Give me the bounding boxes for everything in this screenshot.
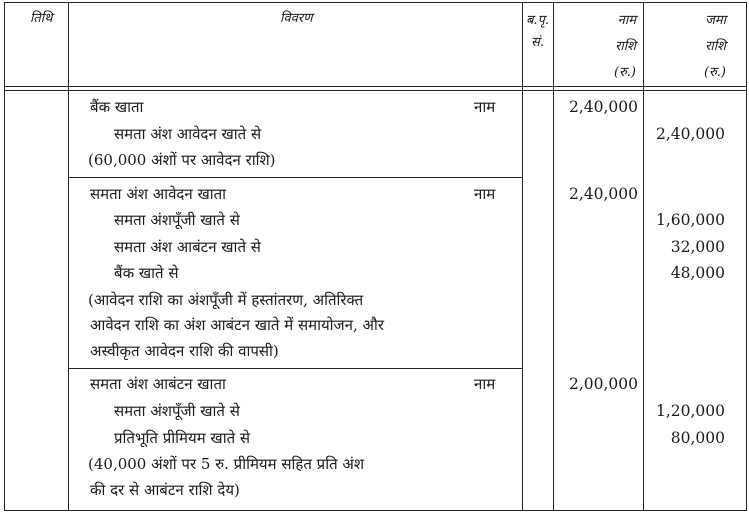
- entry1-narration-line1: (60,000 अंशों पर आवेदन राशि): [88, 151, 276, 169]
- header-credit-line2: राशि: [705, 39, 726, 54]
- entry3-credit1-account: समता अंशपूँजी खाते से: [114, 402, 240, 420]
- entry2-credit3-account: बैंक खाते से: [114, 264, 179, 282]
- entry2-narration-line3: अस्वीकृत आवेदन राशि की वापसी): [90, 342, 279, 360]
- lf-column-divider: [553, 2, 554, 511]
- entry2-credit1-amount: 1,60,000: [655, 211, 725, 229]
- particulars-column-divider: [522, 2, 523, 511]
- date-column-divider: [68, 2, 69, 511]
- entry2-debit-amount: 2,40,000: [568, 185, 638, 203]
- entry3-narration-line2: की दर से आबंटन राशि देय): [90, 481, 240, 499]
- entry-separator-1: [68, 177, 522, 178]
- entry1-dr-label: नाम: [474, 98, 496, 116]
- table-bottom-border: [4, 510, 747, 511]
- header-date: तिथि: [30, 11, 53, 26]
- header-particulars: विवरण: [280, 11, 313, 26]
- entry2-credit1-account: समता अंशपूँजी खाते से: [114, 211, 240, 229]
- entry2-credit3-amount: 48,000: [670, 264, 725, 282]
- header-lf-line2: सं.: [531, 35, 544, 50]
- entry3-credit2-amount: 80,000: [670, 429, 725, 447]
- entry2-narration-line1: (आवेदन राशि का अंशपूँजी में हस्तांतरण, अतिरिक्त: [88, 291, 364, 309]
- entry2-credit2-amount: 32,000: [670, 238, 725, 256]
- debit-column-divider: [643, 2, 644, 511]
- entry1-credit1-amount: 2,40,000: [655, 125, 725, 143]
- entry2-credit2-account: समता अंश आबंटन खाते से: [114, 238, 261, 256]
- entry1-credit1-account: समता अंश आवेदन खाते से: [114, 125, 262, 143]
- entry3-narration-line1: (40,000 अंशों पर 5 रु. प्रीमियम सहित प्रति अंश: [88, 455, 365, 473]
- table-right-border: [746, 2, 747, 511]
- entry2-dr-label: नाम: [474, 185, 496, 203]
- header-lf-line1: ब.पृ.: [525, 13, 550, 28]
- entry3-debit-account: समता अंश आबंटन खाता: [90, 375, 226, 393]
- entry1-debit-amount: 2,40,000: [568, 98, 638, 116]
- entry-separator-2: [68, 368, 522, 369]
- header-debit-line2: राशि: [615, 39, 636, 54]
- entry2-narration-line2: आवेदन राशि का अंश आबंटन खाते में समायोजन, और: [90, 316, 385, 334]
- entry3-dr-label: नाम: [474, 375, 496, 393]
- header-credit-line3: (रु.): [703, 65, 726, 80]
- entry3-debit-amount: 2,00,000: [568, 375, 638, 393]
- table-left-border: [4, 2, 5, 511]
- header-bottom-rule-2: [4, 90, 747, 91]
- header-bottom-rule-1: [4, 86, 747, 87]
- header-credit-line1: जमा: [705, 13, 726, 28]
- header-debit-line3: (रु.): [613, 65, 636, 80]
- header-debit-line1: नाम: [617, 13, 636, 28]
- table-top-border: [4, 2, 747, 3]
- entry3-credit2-account: प्रतिभूति प्रीमियम खाते से: [114, 429, 251, 447]
- entry2-debit-account: समता अंश आवेदन खाता: [90, 185, 227, 203]
- entry1-debit-account: बैंक खाता: [90, 98, 144, 116]
- entry3-credit1-amount: 1,20,000: [655, 402, 725, 420]
